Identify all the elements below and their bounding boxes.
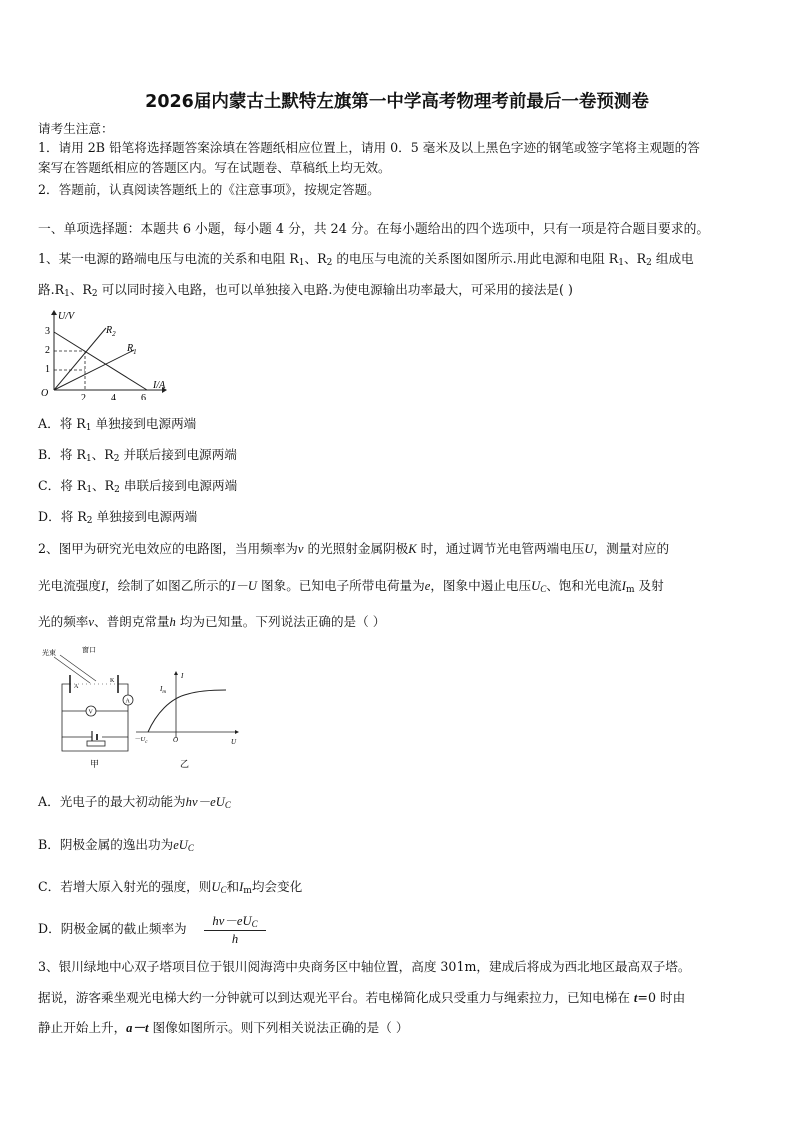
- q2-option-d-fraction: [204, 910, 266, 947]
- q1-option-c[interactable]: C．将 $R_1$、$R_2$ 串联后接到电源两端: [38, 478, 238, 495]
- window-label: 窗口: [82, 646, 96, 654]
- light-ray-2: [60, 655, 96, 681]
- x-tick-4: 4: [111, 393, 116, 400]
- notice-item-2: 2．答题前，认真阅读答题纸上的《注意事项》，按规定答题。: [38, 182, 380, 197]
- q2-stem-line-2: 光电流强度I，绘制了如图乙所示的I－U 图象。已知电子所带电荷量为e，图象中遏止电压$U_C$、饱和光电流$I_m$ 及射: [38, 578, 664, 595]
- y-tick-2: 2: [45, 345, 50, 356]
- q1-option-a[interactable]: A．将 $R_1$ 单独接到电源两端: [38, 416, 197, 433]
- q2-iu-graph: [132, 668, 244, 770]
- q2-option-b[interactable]: B．阴极金属的逸出功为$eU_C$: [38, 837, 194, 853]
- wire-right: [102, 684, 128, 737]
- r2-label: $R_2$: [106, 325, 116, 338]
- origin-label: O: [41, 388, 49, 399]
- q2-option-a[interactable]: A．光电子的最大初动能为$h\nu-eU_C$: [38, 794, 231, 810]
- x-tick-2: 2: [81, 393, 86, 400]
- origin-label: O: [173, 736, 179, 744]
- notice-heading: 请考生注意：: [38, 121, 114, 136]
- x-tick-6: 6: [141, 393, 146, 400]
- rheostat: [87, 741, 105, 746]
- q1-stem-line-1: 1、某一电源的路端电压与电流的关系和电阻 $R_1$、$R_2$ 的电压与电流的关系图如图所示.用此电源和电阻 $R_1$、$R_2$ 组成电: [38, 251, 694, 268]
- y-tick-1: 1: [45, 364, 50, 375]
- light-beam-label: 光束: [42, 649, 56, 657]
- fraction-denominator: h: [231, 932, 239, 946]
- ammeter-label: A: [125, 698, 130, 705]
- figure-jia-label: 甲: [90, 759, 100, 769]
- q2-stem-line-3: 光的频率ν、普朗克常量h 均为已知量。下列说法正确的是（ ）: [38, 614, 386, 629]
- notice-item-1-line-2: 案写在答题纸相应的答题区内。写在试题卷、草稿纸上均无效。: [38, 160, 391, 175]
- page-title: 2026届内蒙古土默特左旗第一中学高考物理考前最后一卷预测卷: [145, 92, 649, 112]
- y-axis-arrow: [51, 310, 57, 315]
- voltmeter-label: V: [88, 709, 93, 716]
- q1-stem-line-2: 路$.R_1$、$R_2$ 可以同时接入电路，也可以单独接入电路.为使电源输出功率最大，可采用的接法是( ): [38, 282, 573, 299]
- figure-yi-label: 乙: [180, 759, 190, 769]
- q3-stem-line-2: 据说，游客乘坐观光电梯大约一分钟就可以到达观光平台。若电梯简化成只受重力与绳索拉力，已知电梯在 t=0 时由: [38, 990, 686, 1005]
- q2-option-d[interactable]: D．阴极金属的截止频率为: [38, 921, 187, 936]
- notice-item-1-line-1: 1．请用 2B 铅笔将选择题答案涂填在答题纸相应位置上，请用 0．5 毫米及以上黑色字迹的钢笔或签字笔将主观题的答: [38, 140, 700, 155]
- q1-option-d[interactable]: D．将 $R_2$ 单独接到电源两端: [38, 509, 198, 526]
- light-ray-1: [54, 657, 90, 683]
- q2-option-c[interactable]: C．若增大原入射光的强度，则$U_C$和$I_m$均会变化: [38, 879, 303, 896]
- photocurrent-curve: [148, 690, 226, 732]
- fraction-numerator: $h\nu-eU_C$: [204, 910, 266, 931]
- u-axis-label: U: [231, 738, 237, 746]
- stopping-voltage-label: $-U_c$: [134, 736, 148, 745]
- q2-stem-line-1: 2、图甲为研究光电效应的电路图，当用频率为ν 的光照射金属阴极K 时，通过调节光电管两端电压U，测量对应的: [38, 541, 670, 556]
- cathode-label: K: [110, 678, 115, 684]
- y-tick-3: 3: [45, 326, 50, 337]
- section-heading: 一、单项选择题：本题共 6 小题，每小题 4 分，共 24 分。在每小题给出的四个选项中，只有一项是符合题目要求的。: [38, 222, 710, 237]
- q3-stem-line-1: 3、银川绿地中心双子塔项目位于银川阅海湾中央商务区中轴位置，高度 301m，建成后将成为西北地区最高双子塔。: [38, 959, 691, 974]
- q1-option-b[interactable]: B．将 $R_1$、$R_2$ 并联后接到电源两端: [38, 447, 237, 464]
- i-axis-label: I: [181, 672, 184, 680]
- y-axis-label: U/V: [58, 311, 75, 322]
- anode-label: A: [74, 684, 79, 690]
- r1-label: $R_1$: [127, 343, 137, 356]
- saturation-label: $I_m$: [160, 685, 166, 695]
- q3-stem-line-3: 静止开始上升，a－t 图像如图所示。则下列相关说法正确的是（ ）: [38, 1020, 409, 1035]
- source-line: [54, 332, 147, 390]
- x-axis-label: I/A: [153, 380, 166, 391]
- q1-u-i-graph: [36, 308, 168, 400]
